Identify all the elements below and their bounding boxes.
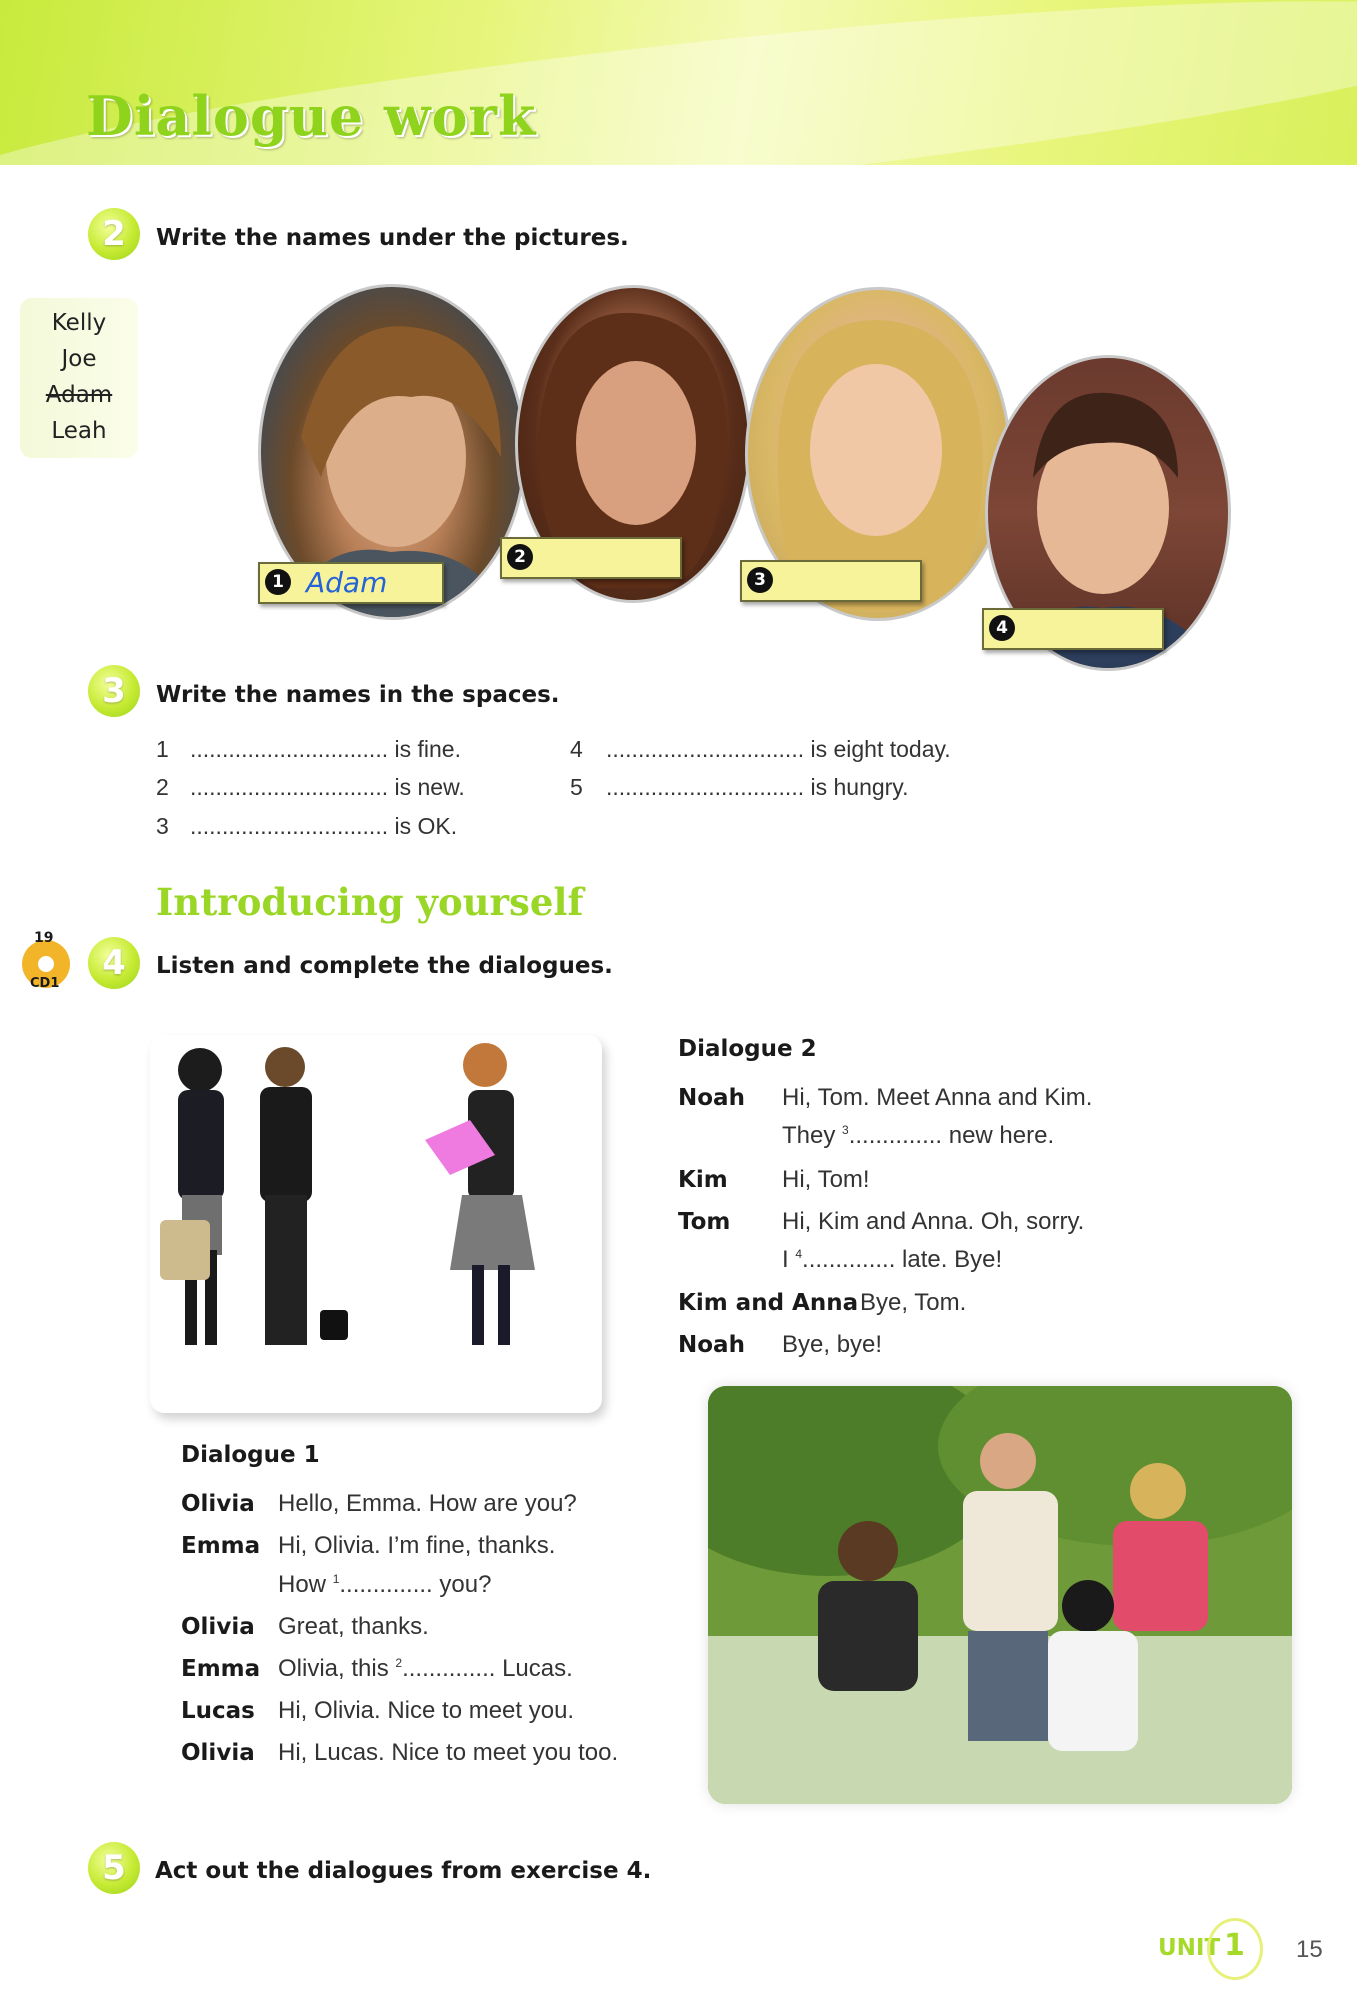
- gap-number: 2: [395, 1656, 403, 1670]
- line-text: Olivia, this: [278, 1655, 396, 1682]
- label-number-4: 4: [989, 615, 1015, 641]
- speaker-name: Emma: [181, 1533, 261, 1559]
- sentence-number: 5: [570, 774, 583, 800]
- section-heading: Introducing yourself: [156, 880, 584, 924]
- unit-number: 1: [1224, 1928, 1245, 1963]
- speaker-name: Tom: [678, 1209, 731, 1235]
- name-word: Leah: [51, 418, 107, 444]
- sentence-text[interactable]: ............................... is eight today.: [606, 736, 951, 762]
- group-illustration: [708, 1386, 1292, 1804]
- label-number-3: 3: [747, 567, 773, 593]
- speaker-name: Olivia: [181, 1614, 255, 1640]
- sentence-text[interactable]: ............................... is OK.: [190, 813, 458, 839]
- line-text: They: [782, 1122, 843, 1149]
- name-label-4[interactable]: [982, 608, 1164, 650]
- page-number: 15: [1296, 1936, 1323, 1963]
- dialogue-line: Hi, Olivia. I’m fine, thanks.: [278, 1532, 556, 1559]
- name-label-3[interactable]: [740, 560, 922, 602]
- line-text: .............. Lucas.: [402, 1655, 573, 1682]
- name-label-1: [258, 562, 444, 604]
- line-text: I: [782, 1246, 796, 1273]
- students-illustration: [150, 1035, 602, 1413]
- speaker-name: Noah: [678, 1332, 745, 1358]
- speaker-name: Kim: [678, 1167, 728, 1193]
- dialogue-line: Hi, Tom. Meet Anna and Kim.: [782, 1084, 1093, 1111]
- dialogue-line: Hi, Olivia. Nice to meet you.: [278, 1697, 575, 1724]
- exercise-3-badge: 3: [88, 665, 140, 717]
- label-answer-1: Adam: [306, 566, 388, 599]
- label-number-2: 2: [507, 544, 533, 570]
- name-word-box: [20, 298, 138, 458]
- dialogue-line: Bye, bye!: [782, 1331, 883, 1358]
- name-word: Joe: [61, 346, 97, 372]
- name-word-used: Adam: [45, 382, 113, 408]
- dialogue-line: Hi, Tom!: [782, 1166, 870, 1193]
- dialogue-gap-line[interactable]: [782, 1246, 1002, 1274]
- sentence-text[interactable]: ............................... is fine.: [190, 736, 461, 762]
- dialogue-line: Hi, Lucas. Nice to meet you too.: [278, 1739, 619, 1766]
- speaker-name: Emma: [181, 1656, 261, 1682]
- dialogue-gap-line[interactable]: [278, 1655, 573, 1683]
- group-photo: [708, 1386, 1292, 1804]
- line-text: .............. late. Bye!: [802, 1246, 1003, 1273]
- unit-label: UNIT: [1158, 1935, 1221, 1961]
- gap-number: 3: [842, 1123, 849, 1137]
- sentence-text[interactable]: ............................... is hungry.: [606, 774, 909, 800]
- dialogue-line: Bye, Tom.: [860, 1289, 967, 1316]
- page-title: Dialogue work: [86, 84, 537, 148]
- speaker-name: Noah: [678, 1085, 745, 1111]
- label-number-1: 1: [265, 569, 291, 595]
- exercise-2-instruction: Write the names under the pictures.: [156, 225, 629, 251]
- dialogue-gap-line[interactable]: [278, 1571, 491, 1599]
- students-photo: [150, 1035, 602, 1413]
- dialogue-line: Hello, Emma. How are you?: [278, 1490, 577, 1517]
- dialogue-gap-line[interactable]: [782, 1122, 1054, 1150]
- line-text: How: [278, 1571, 333, 1598]
- name-label-2[interactable]: [500, 537, 682, 579]
- cd-disc-label: CD1: [30, 976, 60, 991]
- gap-number: 4: [795, 1247, 803, 1261]
- dialogue-line: Hi, Kim and Anna. Oh, sorry.: [782, 1208, 1085, 1235]
- exercise-2-badge: 2: [88, 208, 140, 260]
- exercise-4-instruction: Listen and complete the dialogues.: [156, 953, 613, 979]
- speaker-name: Olivia: [181, 1491, 255, 1517]
- line-text: .............. you?: [339, 1571, 492, 1598]
- exercise-3-instruction: Write the names in the spaces.: [156, 682, 560, 708]
- sentence-number: 4: [570, 736, 583, 762]
- dialogue-2-title: Dialogue 2: [678, 1036, 817, 1062]
- exercise-5-instruction: Act out the dialogues from exercise 4.: [155, 1858, 652, 1884]
- speaker-name: Kim and Anna: [678, 1290, 859, 1316]
- sentence-text[interactable]: ............................... is new.: [190, 774, 465, 800]
- name-word: Kelly: [51, 310, 107, 336]
- sentence-number: 2: [156, 774, 169, 800]
- speaker-name: Lucas: [181, 1698, 255, 1724]
- exercise-5-badge: 5: [88, 1842, 140, 1894]
- line-text: .............. new here.: [848, 1122, 1055, 1149]
- sentence-number: 1: [156, 736, 169, 762]
- dialogue-1-title: Dialogue 1: [181, 1442, 320, 1468]
- sentence-number: 3: [156, 813, 169, 839]
- gap-number: 1: [332, 1572, 340, 1586]
- dialogue-line: Great, thanks.: [278, 1613, 429, 1640]
- cd-track-number: 19: [34, 930, 54, 946]
- cd-audio-icon[interactable]: [20, 930, 72, 990]
- exercise-4-badge: 4: [88, 937, 140, 989]
- speaker-name: Olivia: [181, 1740, 255, 1766]
